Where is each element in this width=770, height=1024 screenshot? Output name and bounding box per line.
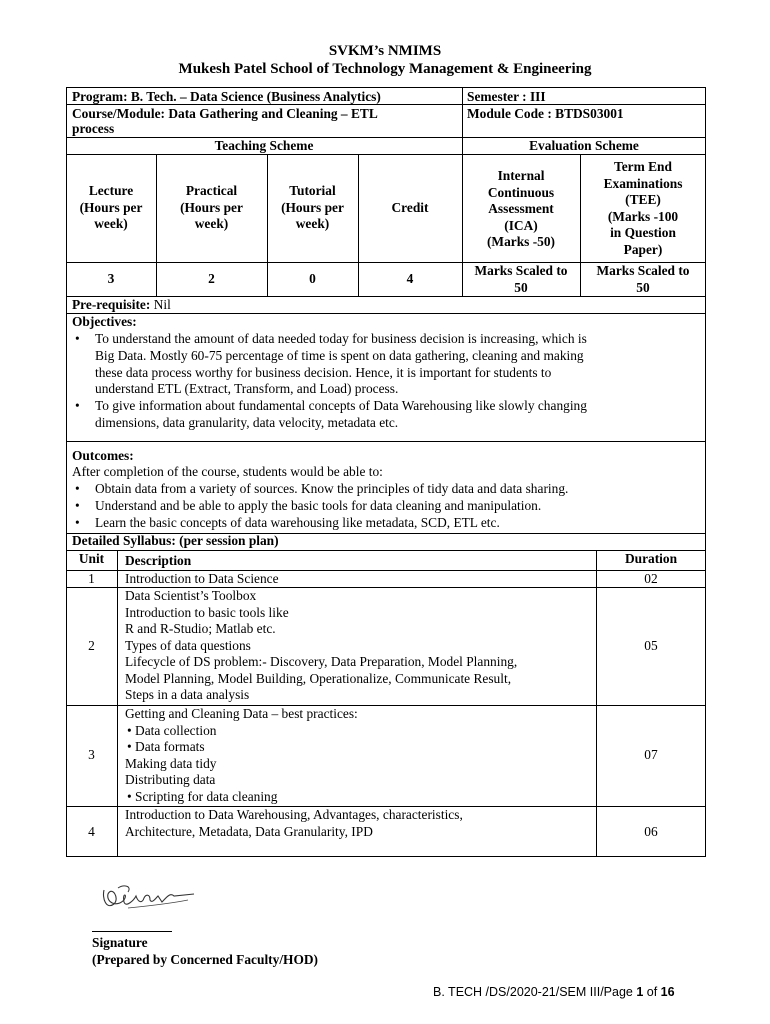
unit-number: 4: [88, 824, 95, 839]
unit-duration: 06: [644, 824, 658, 839]
signature-line: [92, 931, 172, 932]
outcomes-heading: Outcomes:: [72, 448, 134, 463]
unit-description: Introduction to Data Science: [125, 571, 279, 586]
lecture-value: 3: [107, 271, 115, 286]
objectives-list: [73, 331, 703, 432]
prepared-by-label: (Prepared by Concerned Faculty/HOD): [92, 952, 319, 967]
unit-duration: 02: [644, 571, 658, 586]
unit-duration: 07: [644, 747, 658, 762]
tee-scaled: Marks Scaled to 50: [596, 263, 690, 295]
unit-duration: 05: [644, 638, 658, 653]
unit-number: 3: [88, 747, 95, 762]
school-name: Mukesh Patel School of Technology Management & Engineering: [178, 61, 592, 77]
unit-number: 2: [88, 638, 95, 653]
signature-label: Signature: [92, 935, 148, 950]
course-label-cont: process: [72, 121, 115, 136]
outcomes-intro: After completion of the course, students would be able to:: [72, 464, 383, 479]
tutorial-header: Tutorial (Hours per week): [281, 183, 344, 231]
page-number: 1: [636, 985, 644, 999]
objective-item: • To understand the amount of data needed today for business decision is increasing, which is Big Data. Mostly 60-75 percentage of time is spent on data gathering, cleaning and making these data process worthy for business decision. Hence, it is important for students to understand ETL (Extract, Transform, and Load) process.: [73, 331, 703, 398]
course-label: Course/Module: Data Gathering and Cleaning – ETL: [72, 106, 378, 121]
outcome-item: • Understand and be able to apply the basic tools for data cleaning and manipulation.: [73, 498, 703, 515]
outcomes-list: [73, 481, 703, 531]
unit-description: Getting and Cleaning Data – best practices: • Data collection • Data formats Making data tidy Distributing data • Scripting for data cleaning: [125, 706, 358, 804]
objective-item: • To give information about fundamental concepts of Data Warehousing like slowly changing dimensions, data granularity, data velocity, metadata etc.: [73, 398, 703, 432]
unit-number: 1: [88, 571, 95, 586]
tee-header: Term End Examinations (TEE) (Marks -100 in Question Paper): [603, 159, 683, 257]
program-label: Program: B. Tech. – Data Science (Business Analytics): [72, 89, 381, 104]
objectives-heading: Objectives:: [72, 314, 137, 329]
credit-header: Credit: [391, 200, 429, 215]
tutorial-value: 0: [309, 271, 316, 286]
practical-value: 2: [208, 271, 215, 286]
handwritten-signature: [98, 880, 198, 916]
evaluation-scheme-heading: Evaluation Scheme: [529, 138, 639, 153]
credit-value: 4: [406, 271, 414, 286]
practical-header: Practical (Hours per week): [180, 183, 243, 231]
prerequisite: [72, 297, 171, 314]
page-total: 16: [660, 985, 675, 999]
semester-label: Semester : III: [467, 89, 546, 104]
ica-scaled: Marks Scaled to 50: [474, 263, 568, 295]
description-column-header: Description: [125, 553, 192, 568]
lecture-header: Lecture (Hours per week): [79, 183, 143, 231]
outcome-item: • Obtain data from a variety of sources. Know the principles of tidy data and data sharing.: [73, 481, 703, 498]
teaching-scheme-heading: Teaching Scheme: [214, 138, 314, 153]
unit-column-header: Unit: [78, 551, 105, 566]
institution-name: SVKM’s NMIMS: [328, 43, 442, 59]
syllabus-heading: Detailed Syllabus: (per session plan): [72, 533, 279, 548]
unit-description: Data Scientist’s Toolbox Introduction to basic tools like R and R-Studio; Matlab etc. Types of data questions Lifecycle of DS problem:- Discovery, Data Preparation, Model Planning, Model Planning, Model Building, Operationalize, Communicate Result, Steps in a data analysis: [125, 588, 518, 702]
outcome-item: • Learn the basic concepts of data warehousing like metadata, SCD, ETL etc.: [73, 515, 703, 532]
unit-description: Introduction to Data Warehousing, Advantages, characteristics, Architecture, Metadata, Data Granularity, IPD: [125, 807, 463, 839]
ica-header: Internal Continuous Assessment (ICA) (Marks -50): [486, 168, 556, 249]
module-code-label: Module Code : BTDS03001: [467, 106, 624, 121]
duration-column-header: Duration: [624, 551, 678, 566]
prerequisite-label: Pre-requisite:: [72, 297, 151, 312]
page-footer: B. TECH /DS/2020-21/SEM III/Page 1 of 16: [433, 985, 675, 999]
prerequisite-value: Nil: [150, 297, 171, 312]
